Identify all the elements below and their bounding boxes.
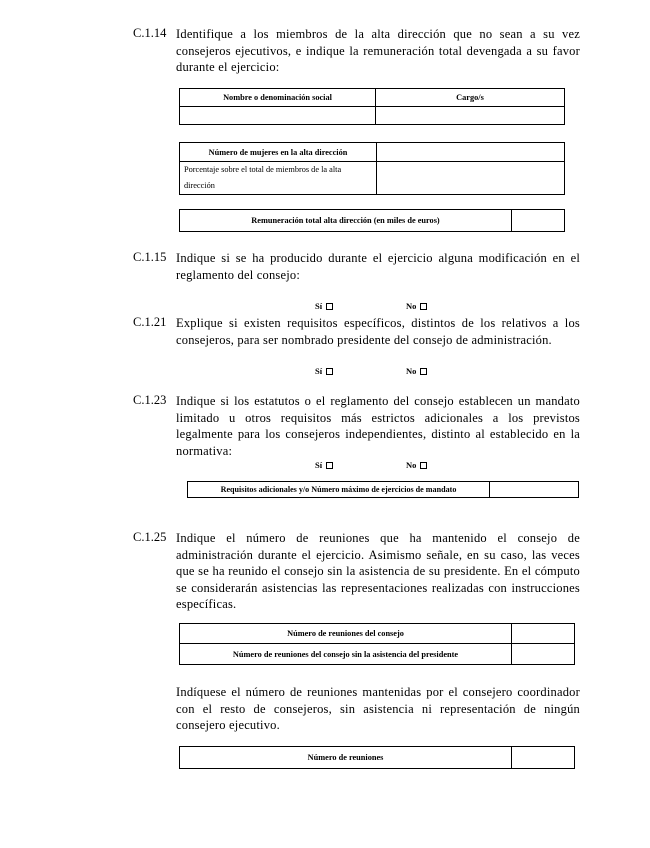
coordinator-meetings-value[interactable]	[512, 747, 575, 769]
yes-option-c121[interactable]	[315, 366, 333, 376]
women-percent-value[interactable]	[377, 162, 565, 195]
section-number-c125: C.1.25	[133, 530, 167, 544]
section-number-c121: C.1.21	[133, 315, 167, 329]
yes-label: Sí	[315, 460, 323, 470]
yes-option-c115[interactable]	[315, 301, 333, 311]
header-name: Nombre o denominación social	[180, 89, 376, 107]
yes-option-c123[interactable]	[315, 460, 333, 470]
yes-checkbox[interactable]	[326, 368, 333, 375]
cell-name[interactable]	[180, 107, 376, 125]
mandate-value[interactable]	[490, 482, 579, 498]
section-number-c123: C.1.23	[133, 393, 167, 407]
meetings-no-president-label: Número de reuniones del consejo sin la asistencia del presidente	[180, 644, 512, 665]
women-percent-label: Porcentaje sobre el total de miembros de la alta dirección	[180, 162, 377, 195]
no-option-c115[interactable]	[406, 301, 427, 311]
remuneration-value[interactable]	[512, 210, 565, 232]
no-checkbox[interactable]	[420, 462, 427, 469]
meetings-count-value[interactable]	[512, 624, 575, 644]
section-text-c123: Indique si los estatutos o el reglamento del consejo establecen un mandato limitado u otros requisitos más estrictos adicionales a los previstos legalmente para los consejeros independientes, distinto al establecido en la normativa:	[176, 394, 580, 458]
section-text-c115: Indique si se ha producido durante el ejercicio alguna modificación en el reglamento del consejo:	[176, 251, 580, 282]
no-label: No	[406, 366, 417, 376]
coordinator-meetings-table	[179, 746, 575, 769]
coordinator-meetings-label: Número de reuniones	[180, 747, 512, 769]
members-table	[179, 88, 565, 125]
no-checkbox[interactable]	[420, 303, 427, 310]
women-table	[179, 142, 565, 195]
women-count-label: Número de mujeres en la alta dirección	[180, 143, 377, 162]
mandate-table	[187, 481, 579, 498]
meetings-no-president-value[interactable]	[512, 644, 575, 665]
no-option-c123[interactable]	[406, 460, 427, 470]
remuneration-label: Remuneración total alta dirección (en miles de euros)	[180, 210, 512, 232]
meetings-table	[179, 623, 575, 665]
cell-cargo[interactable]	[376, 107, 565, 125]
header-cargo: Cargo/s	[376, 89, 565, 107]
no-checkbox[interactable]	[420, 368, 427, 375]
section-text-c114: Identifique a los miembros de la alta dirección que no sean a su vez consejeros ejecutivos, e indique la remuneración total devengada a su favor durante el ejercicio:	[176, 27, 580, 74]
section-text-c125: Indique el número de reuniones que ha mantenido el consejo de administración durante el ejercicio. Asimismo señale, en su caso, las veces que se ha reunido el consejo sin la asistencia de su presidente. En el cómputo se considerarán asistencias las representaciones realizadas con instrucciones específicas.	[176, 531, 580, 611]
yes-checkbox[interactable]	[326, 462, 333, 469]
no-label: No	[406, 460, 417, 470]
women-count-value[interactable]	[377, 143, 565, 162]
remuneration-table	[179, 209, 565, 232]
meetings-count-label: Número de reuniones del consejo	[180, 624, 512, 644]
yes-label: Sí	[315, 301, 323, 311]
no-option-c121[interactable]	[406, 366, 427, 376]
coordinator-text: Indíquese el número de reuniones mantenidas por el consejero coordinador con el resto de consejeros, sin asistencia ni representación de ningún consejero ejecutivo.	[176, 685, 580, 732]
section-number-c115: C.1.15	[133, 250, 167, 264]
no-label: No	[406, 301, 417, 311]
section-number-c114: C.1.14	[133, 26, 167, 40]
section-text-c121: Explique si existen requisitos específicos, distintos de los relativos a los consejeros, para ser nombrado presidente del consejo de administración.	[176, 316, 580, 347]
mandate-label: Requisitos adicionales y/o Número máximo de ejercicios de mandato	[188, 482, 490, 498]
yes-label: Sí	[315, 366, 323, 376]
yes-checkbox[interactable]	[326, 303, 333, 310]
